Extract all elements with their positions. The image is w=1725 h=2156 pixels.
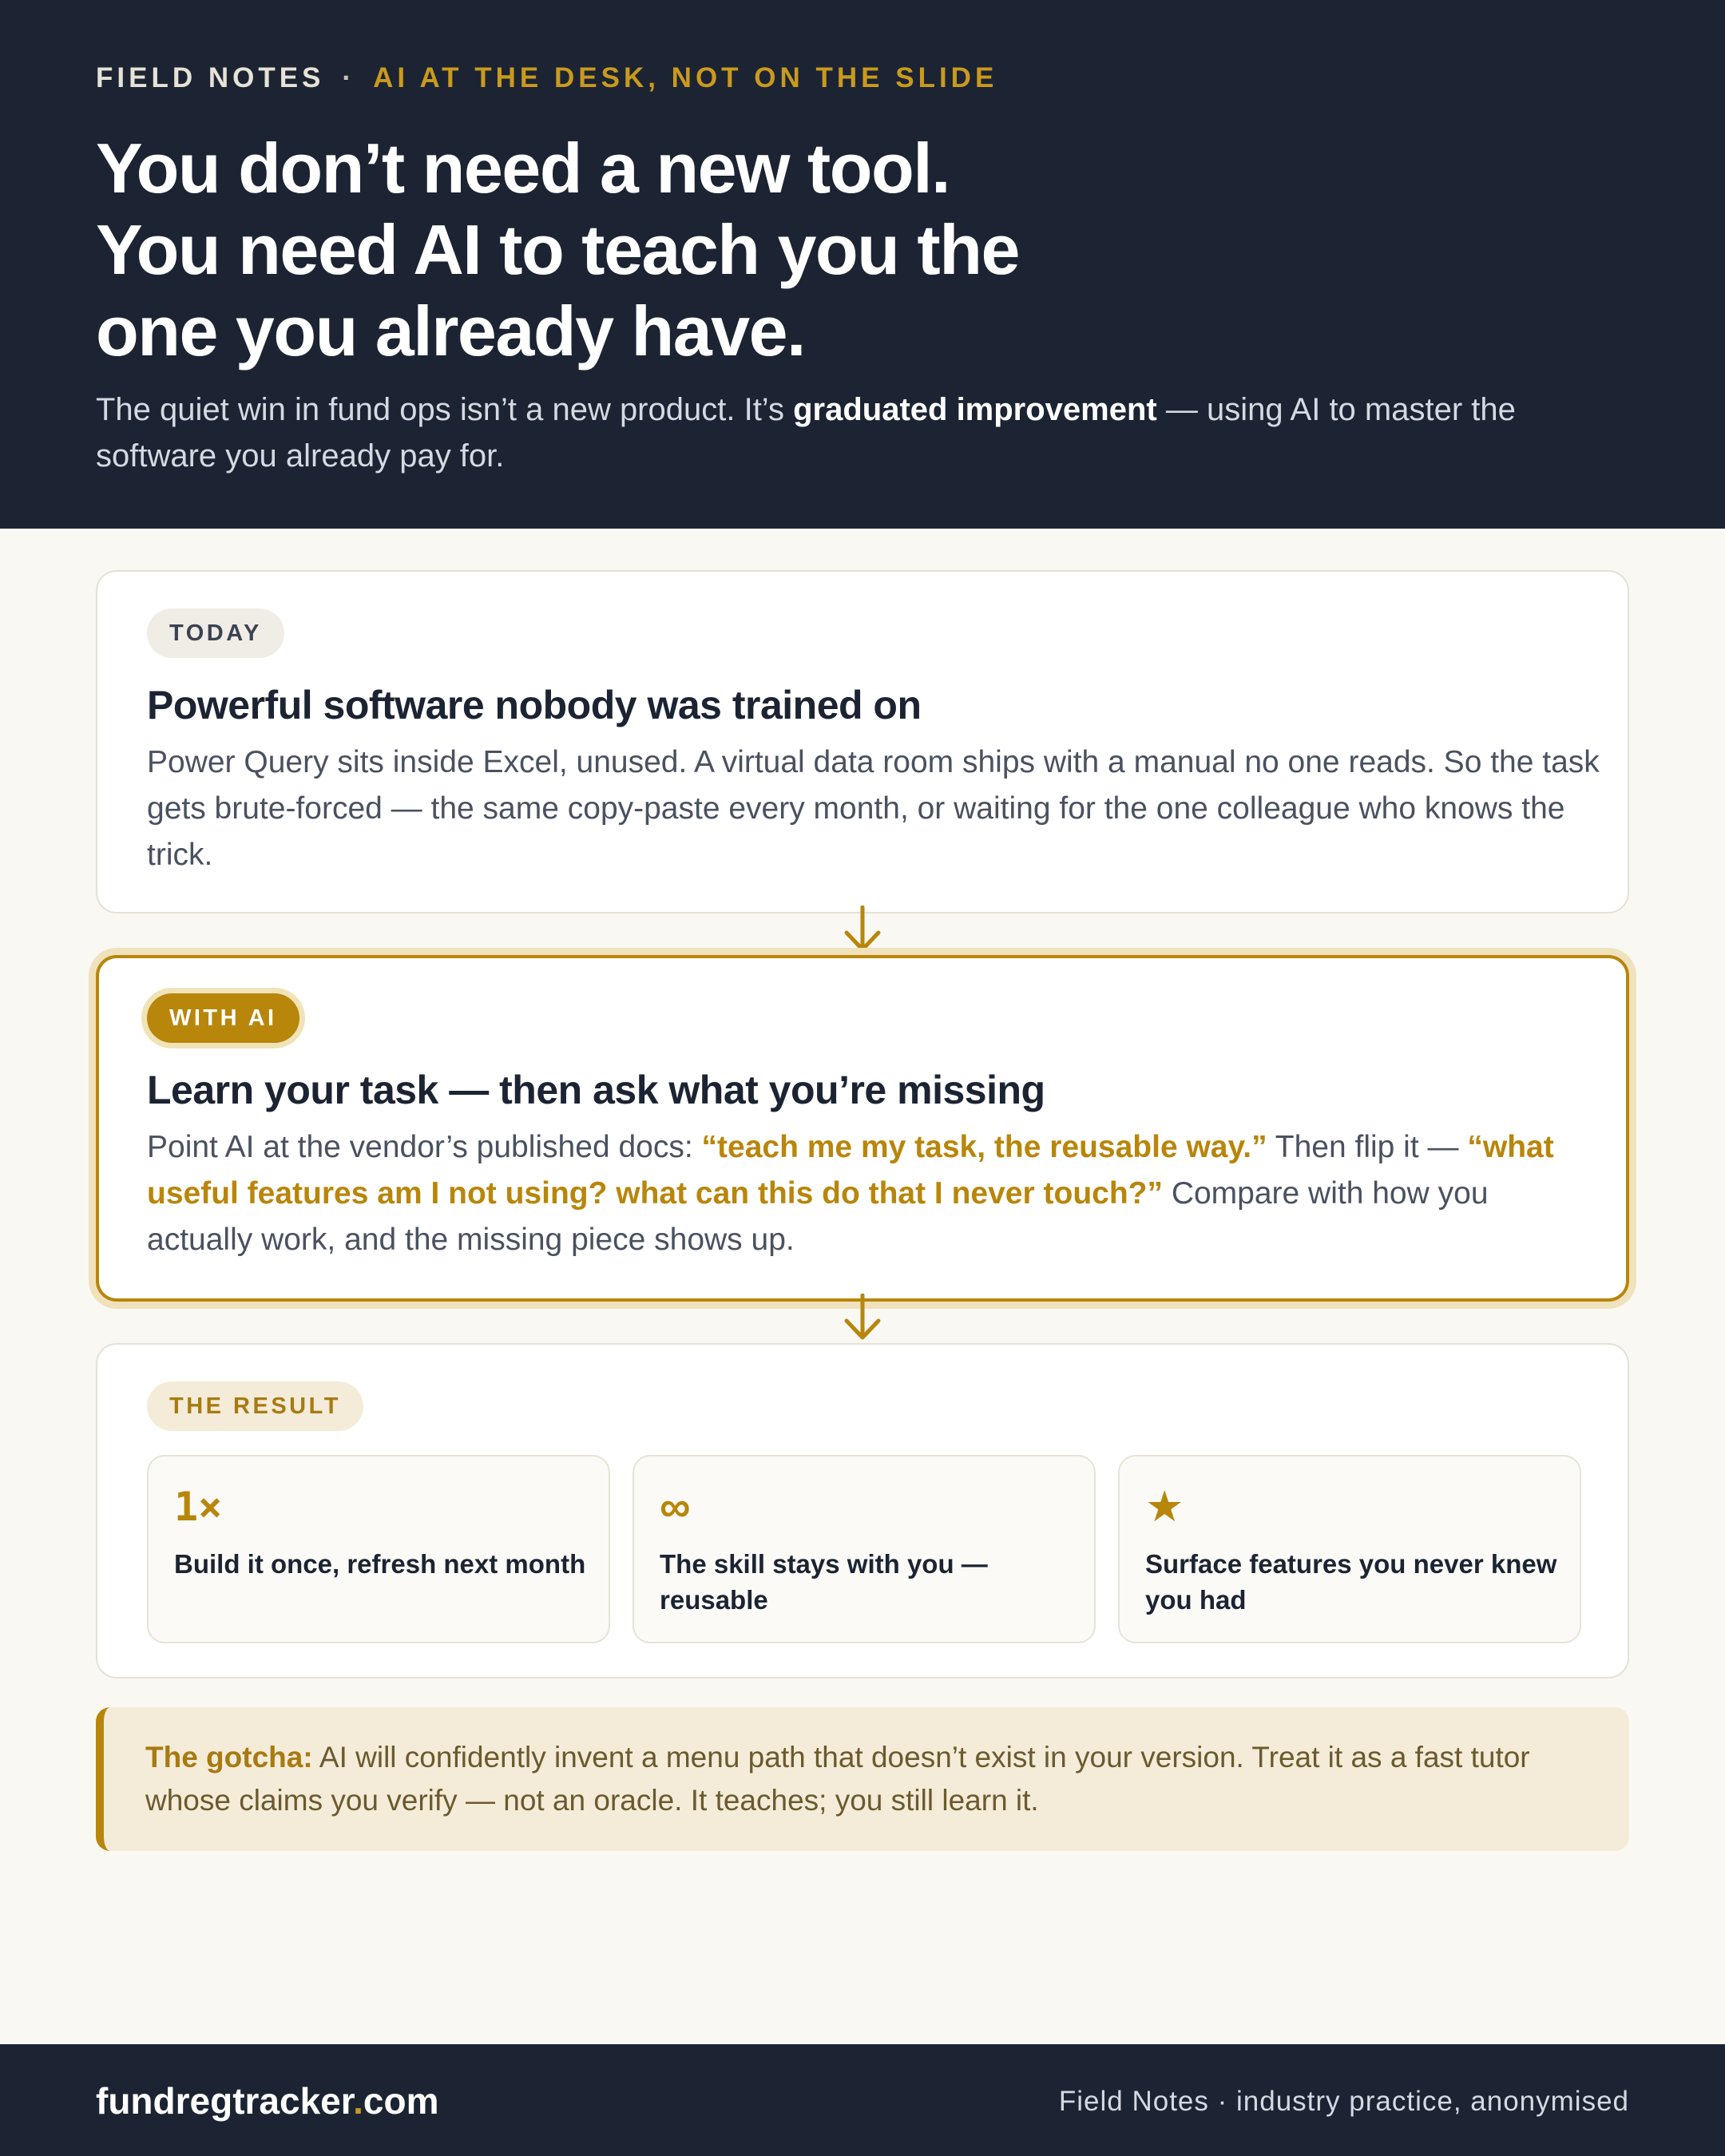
gotcha-callout xyxy=(96,1707,1629,1851)
result-tile-text: Build it once, refresh next month xyxy=(174,1549,586,1579)
with-ai-body-3: Compare with how you actually work, and the missing piece shows up. xyxy=(147,1176,1489,1257)
lede-text-2: — using AI to master the software you already pay for. xyxy=(96,392,1516,474)
gotcha-lead: The gotcha: xyxy=(145,1741,313,1774)
with-ai-body xyxy=(147,1124,1600,1263)
result-tile-skill xyxy=(632,1455,1096,1643)
prompt-quote-1: “teach me my task, the reusable way.” xyxy=(701,1130,1267,1164)
down-arrow-icon xyxy=(842,906,883,953)
lede xyxy=(96,386,1613,479)
hero-header xyxy=(0,0,1725,529)
result-tile-text: The skill stays with you — reusable xyxy=(660,1549,988,1615)
kicker-topic: AI AT THE DESK, NOT ON THE SLIDE xyxy=(373,62,998,93)
gotcha-body: AI will confidently invent a menu path that doesn’t exist in your version. Treat it as a fast tutor whose claims you verify — not an oracle. It teaches; you still learn it. xyxy=(145,1741,1530,1817)
brand-tld: com xyxy=(363,2080,439,2122)
footer xyxy=(0,2044,1725,2156)
headline-line-2: You need AI to teach you the xyxy=(96,210,1019,289)
result-card xyxy=(96,1343,1629,1678)
footer-note: Field Notes · industry practice, anonymised xyxy=(1058,2086,1629,2117)
lede-text-1: The quiet win in fund ops isn’t a new product. It’s xyxy=(96,392,794,427)
kicker-series: FIELD NOTES xyxy=(96,62,325,93)
today-title: Powerful software nobody was trained on xyxy=(147,683,922,727)
lede-emphasis: graduated improvement xyxy=(793,392,1157,427)
kicker xyxy=(96,62,997,94)
prompt-quote-2: “what useful features am I not using? what can this do that I never touch?” xyxy=(147,1130,1554,1211)
brand-link[interactable] xyxy=(96,2079,439,2122)
infinity-icon: ∞ xyxy=(660,1483,691,1531)
brand-name: fundregtracker xyxy=(96,2080,354,2122)
result-pill: THE RESULT xyxy=(147,1381,363,1431)
brand-dot: . xyxy=(353,2080,363,2122)
one-times-icon: 1× xyxy=(174,1484,223,1530)
page-title xyxy=(96,128,1374,372)
with-ai-pill: WITH AI xyxy=(147,993,299,1043)
with-ai-title: Learn your task — then ask what you’re missing xyxy=(147,1068,1045,1112)
today-card xyxy=(96,570,1629,914)
headline-line-1: You don’t need a new tool. xyxy=(96,129,950,208)
today-pill: TODAY xyxy=(147,608,284,658)
today-body: Power Query sits inside Excel, unused. A virtual data room ships with a manual no one reads. So the task gets brute-forced — the same copy-paste every month, or waiting for the one colleague who knows the trick. xyxy=(147,745,1600,872)
headline-line-3: one you already have. xyxy=(96,291,805,371)
down-arrow-icon xyxy=(842,1294,883,1342)
gotcha-text xyxy=(145,1736,1599,1822)
with-ai-body-2: Then flip it — xyxy=(1267,1130,1468,1164)
result-tile-text: Surface features you never knew you had xyxy=(1145,1549,1557,1615)
with-ai-body-1: Point AI at the vendor’s published docs: xyxy=(147,1130,702,1164)
kicker-separator: · xyxy=(342,62,356,93)
with-ai-card xyxy=(96,955,1629,1302)
result-tile-once xyxy=(147,1455,610,1643)
star-icon: ★ xyxy=(1145,1483,1184,1531)
result-tile-features xyxy=(1118,1455,1581,1643)
